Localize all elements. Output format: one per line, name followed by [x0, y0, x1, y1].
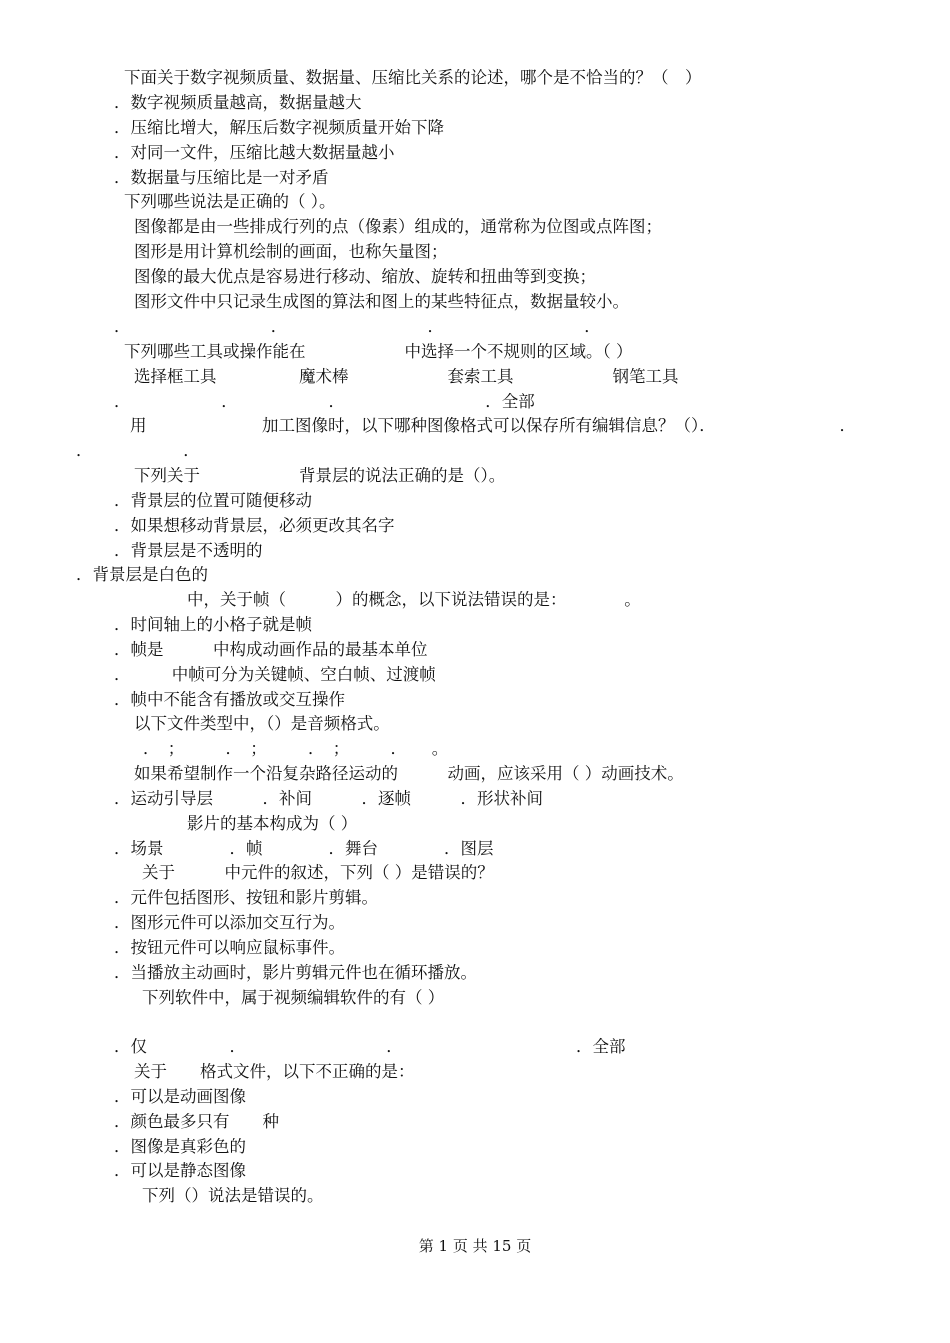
question-3-options: ． ． ． ．全部 — [114, 392, 535, 411]
question-10-stem: 关于 中元件的叙述，下列（ ）是错误的？ — [142, 863, 494, 882]
question-12-option-a: ．可以是动画图像 — [114, 1087, 246, 1106]
question-2-statement-3: 图像的最大优点是容易进行移动、缩放、旋转和扭曲等到变换； — [134, 267, 596, 286]
question-2-options: ． ． ． ． — [114, 317, 601, 336]
question-12-option-b: ．颜色最多只有 种 — [114, 1112, 279, 1131]
question-13-stem: 下列（）说法是错误的。 — [142, 1186, 324, 1205]
question-10-option-d: ．当播放主动画时，影片剪辑元件也在循环播放。 — [114, 963, 477, 982]
question-5-stem: 下列关于 背景层的说法正确的是（）。 — [134, 466, 506, 485]
question-1-option-d: ．数据量与压缩比是一对矛盾 — [114, 168, 329, 187]
question-10-option-c: ．按钮元件可以响应鼠标事件。 — [114, 938, 345, 957]
question-9-options: ．场景 ．帧 ．舞台 ．图层 — [114, 839, 494, 858]
question-8-options: ．运动引导层 ．补间 ．逐帧 ．形状补间 — [114, 789, 543, 808]
question-12-stem: 关于 格式文件，以下不正确的是： — [134, 1062, 415, 1081]
question-2-stem: 下列哪些说法是正确的（ ）。 — [124, 192, 336, 211]
question-1-option-c: ．对同一文件，压缩比越大数据量越小 — [114, 143, 395, 162]
question-7-stem: 以下文件类型中，（）是音频格式。 — [134, 714, 390, 733]
question-6-option-d: ．帧中不能含有播放或交互操作 — [114, 690, 345, 709]
question-2-statement-4: 图形文件中只记录生成图的算法和图上的某些特征点，数据量较小。 — [134, 292, 629, 311]
question-5-option-b: ．如果想移动背景层，必须更改其名字 — [114, 516, 395, 535]
question-6-stem: 中，关于帧（ ）的概念，以下说法错误的是： 。 — [187, 590, 641, 609]
question-9-stem: 影片的基本构成为（ ） — [187, 814, 358, 833]
question-12-option-d: ．可以是静态图像 — [114, 1161, 246, 1180]
question-4-stem: 用 加工图像时，以下哪种图像格式可以保存所有编辑信息？（）． ． — [130, 416, 856, 435]
question-7-options: ． ； ． ； ． ； ． 。 — [143, 739, 449, 758]
question-10-option-b: ．图形元件可以添加交互行为。 — [114, 913, 345, 932]
question-3-items: 选择框工具 魔术棒 套索工具 钢笔工具 — [134, 367, 679, 386]
page-footer: 第 1 页 共 15 页 — [418, 1237, 532, 1255]
question-11-options: ．仅 ． ． ．全部 — [114, 1037, 626, 1056]
question-6-option-c: ． 中帧可分为关键帧、空白帧、过渡帧 — [114, 665, 436, 684]
question-3-stem: 下列哪些工具或操作能在 中选择一个不规则的区域。（ ） — [124, 342, 633, 361]
question-6-option-b: ．帧是 中构成动画作品的最基本单位 — [114, 640, 428, 659]
question-1-option-a: ．数字视频质量越高，数据量越大 — [114, 93, 362, 112]
question-5-option-c: ．背景层是不透明的 — [114, 541, 263, 560]
question-2-statement-1: 图像都是由一些排成行列的点（像素）组成的，通常称为位图或点阵图； — [134, 217, 662, 236]
question-4-options: ． ． — [76, 441, 200, 460]
question-11-stem: 下列软件中，属于视频编辑软件的有（ ） — [142, 988, 445, 1007]
question-2-statement-2: 图形是用计算机绘制的画面，也称矢量图； — [134, 242, 448, 261]
question-10-option-a: ．元件包括图形、按钮和影片剪辑。 — [114, 888, 378, 907]
question-5-option-a: ．背景层的位置可随便移动 — [114, 491, 312, 510]
question-8-stem: 如果希望制作一个沿复杂路径运动的 动画，应该采用（ ）动画技术。 — [134, 764, 684, 783]
question-1-stem: 下面关于数字视频质量、数据量、压缩比关系的论述，哪个是不恰当的？（ ） — [124, 68, 702, 87]
question-5-option-d: ．背景层是白色的 — [76, 565, 208, 584]
question-6-option-a: ．时间轴上的小格子就是帧 — [114, 615, 312, 634]
question-1-option-b: ．压缩比增大，解压后数字视频质量开始下降 — [114, 118, 444, 137]
question-12-option-c: ．图像是真彩色的 — [114, 1137, 246, 1156]
